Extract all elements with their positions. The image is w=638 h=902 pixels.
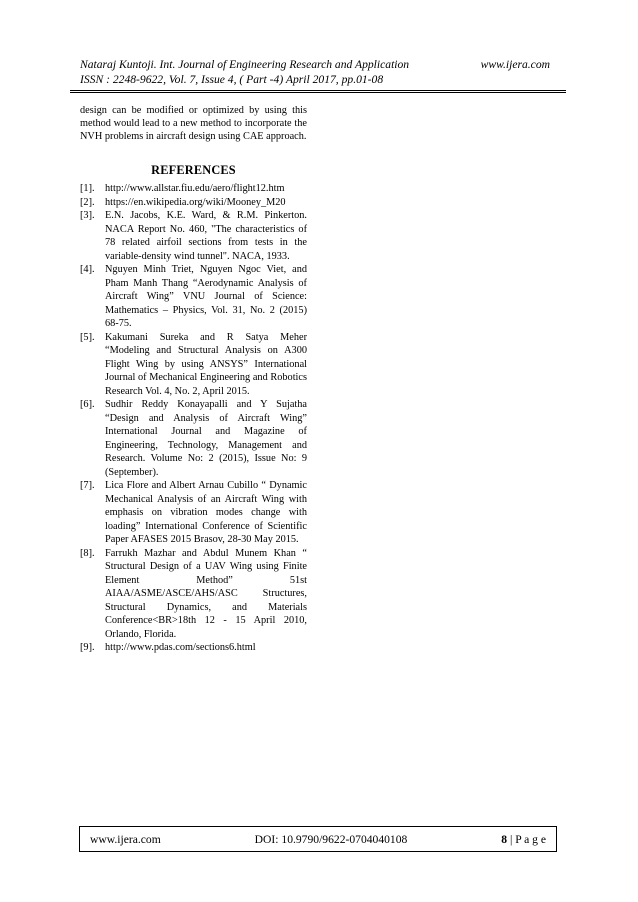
reference-number: [5]. [80, 331, 95, 343]
page-number [501, 833, 546, 846]
reference-number: [7]. [80, 480, 95, 491]
issn-line: ISSN : 2248-9622, Vol. 7, Issue 4, ( Part -4) April 2017, pp.01-08 [80, 73, 384, 86]
reference-number: [1]. [80, 183, 95, 194]
footer-doi: DOI: 10.9790/9622-0704040108 [254, 832, 408, 846]
reference-text: Lica Flore and Albert Arnau Cubillo “ Dynamic Mechanical Analysis of an Aircraft Wing with emphasis on vibration modes change with loading” International Conference of Scientific Paper AFASES 2015 Brasov, 28-30 May 2015. [105, 480, 307, 545]
intro-paragraph: design can be modified or optimized by using this method would lead to a new method to incorporate the NVH problems in aircraft design using CAE approach. [80, 105, 307, 142]
reference-item [80, 331, 307, 399]
reference-item [80, 641, 307, 655]
header-rule-secondary [70, 92, 566, 93]
reference-text: Farrukh Mazhar and Abdul Munem Khan “ Structural Design of a UAV Wing using Finite Element Method” 51st AIAA/ASME/ASCE/AHS/ASC Structures, Structural Dynamics, and Materials Conference<BR>18th 12 - 15 April 2010, Orlando, Florida. [105, 547, 307, 640]
journal-citation: Nataraj Kuntoji. Int. Journal of Engineering Research and Application [80, 58, 410, 71]
reference-number: [3]. [80, 210, 95, 221]
reference-item [80, 196, 307, 210]
reference-list [80, 182, 307, 655]
reference-item [80, 479, 307, 547]
reference-number: [2]. [80, 196, 95, 208]
header-row-1 [80, 57, 550, 72]
page-label: | P a g e [507, 832, 546, 846]
reference-text: Kakumani Sureka and R Satya Meher “Modeling and Structural Analysis on A300 Flight Wing by using ANSYS” International Journal of Mechanical Engineering and Robotics Research Vol. 4, No. 2, April 2015. [105, 331, 307, 397]
reference-item [80, 209, 307, 263]
footer-website: www.ijera.com [90, 832, 161, 846]
header-rule [70, 90, 566, 91]
reference-item [80, 398, 307, 479]
references-heading: REFERENCES [151, 163, 236, 177]
reference-item [80, 182, 307, 196]
reference-text: Nguyen Minh Triet, Nguyen Ngoc Viet, and Pham Manh Thang “Aerodynamic Analysis of Aircraft Wing” VNU Journal of Science: Mathematics – Physics, Vol. 31, No. 2 (2015) 68-75. [105, 264, 307, 329]
page-footer [79, 826, 557, 852]
left-column [80, 104, 307, 655]
reference-number: [4]. [80, 264, 95, 275]
reference-text: Sudhir Reddy Konayapalli and Y Sujatha “Design and Analysis of Aircraft Wing” International Journal and Magazine of Engineering, Technology, Management and Research. Volume No: 2 (2015), Issue No: 9 (September). [105, 399, 307, 478]
reference-item [80, 547, 307, 642]
reference-item [80, 263, 307, 331]
page-number-value: 8 [501, 832, 508, 846]
page-header [80, 57, 550, 87]
reference-text: http://www.allstar.fiu.edu/aero/flight12.htm [105, 183, 285, 194]
reference-text: E.N. Jacobs, K.E. Ward, & R.M. Pinkerton. NACA Report No. 460, "The characteristics of 78 related airfoil sections from tests in the variable-density wind tunnel". NACA, 1933. [105, 210, 307, 262]
reference-number: [6]. [80, 399, 95, 410]
reference-text: https://en.wikipedia.org/wiki/Mooney_M20 [105, 196, 286, 208]
journal-website: www.ijera.com [480, 58, 550, 71]
reference-number: [8]. [80, 547, 95, 559]
reference-number: [9]. [80, 642, 95, 653]
reference-text: http://www.pdas.com/sections6.html [105, 642, 256, 653]
